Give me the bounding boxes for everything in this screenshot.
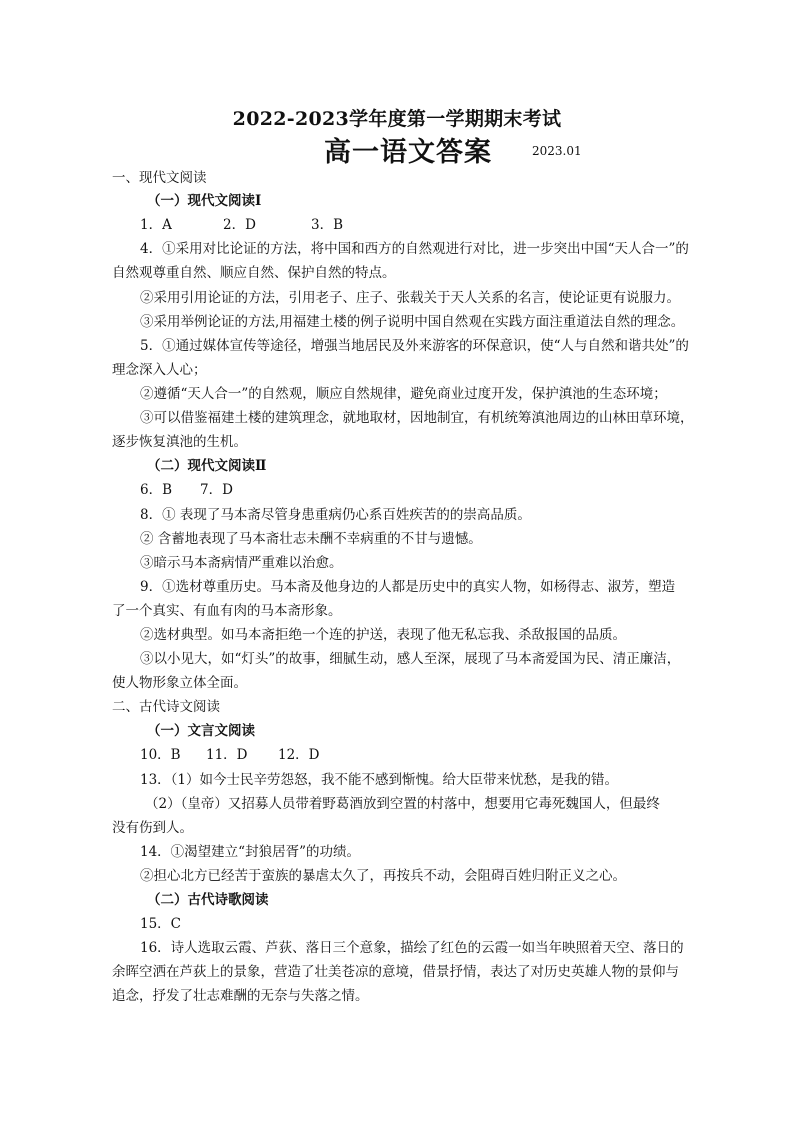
subsection-heading: （一）文言文阅读	[147, 723, 255, 739]
section-heading: 一、现代文阅读	[112, 170, 207, 186]
answer-line: 9．①选材尊重历史。马本斋及他身边的人都是历史中的真实人物，如杨得志、淑芳，塑造	[140, 579, 676, 595]
answer-line: 13．（1）如今士民辛劳怨怒，我不能不感到惭愧。给大臣带来忧愁，是我的错。	[140, 772, 619, 788]
mc-answers-row	[140, 746, 320, 764]
document-title: 高一语文答案	[324, 137, 492, 168]
mc-answer: 3．B	[311, 217, 344, 233]
exam-title: 2022-2023学年度第一学期期末考试	[232, 108, 562, 130]
answer-line: ② 含蓄地表现了马本斋壮志未酬不幸病重的不甘与遗憾。	[140, 531, 482, 547]
answer-line: 了一个真实、有血有肉的马本斋形象。	[112, 603, 342, 619]
answer-line: 14．①渴望建立“封狼居胥”的功绩。	[140, 844, 360, 860]
mc-answers-row	[140, 481, 233, 499]
answer-line: 4．①采用对比论证的方法，将中国和西方的自然观进行对比，进一步突出中国“天人合一”的	[140, 241, 689, 257]
answer-line: 自然观尊重自然、顺应自然、保护自然的特点。	[112, 265, 396, 281]
answer-line: 追念，抒发了壮志难酬的无奈与失落之情。	[112, 988, 369, 1004]
answer-line: （2）（皇帝）又招募人员带着野葛酒放到空置的村落中，想要用它毒死魏国人，但最终	[145, 796, 660, 812]
answer-line: 5．①通过媒体宣传等途径，增强当地居民及外来游客的环保意识，使“人与自然和谐共处”的	[140, 338, 689, 354]
answer-line: ②选材典型。如马本斋拒绝一个连的护送，表现了他无私忘我、杀敌报国的品质。	[140, 627, 626, 643]
subsection-heading: （二）古代诗歌阅读	[147, 892, 269, 908]
mc-answer: 10．B	[140, 747, 181, 763]
mc-answer: 7．D	[200, 482, 233, 498]
answer-line: ②担心北方已经苦于蛮族的暴虐太久了，再按兵不动，会阻碍百姓归附正义之心。	[140, 868, 626, 884]
answer-line: 使人物形象立体全面。	[112, 675, 247, 691]
answer-line: 15．C	[140, 916, 182, 932]
mc-answer: 12．D	[278, 747, 320, 763]
mc-answer: 6．B	[140, 482, 173, 498]
answer-line: ②遵循“天人合一”的自然观，顺应自然规律，避免商业过度开发，保护滇池的生态环境；	[140, 386, 667, 402]
answer-line: ③以小见大，如“灯头”的故事，细腻生动，感人至深，展现了马本斋爱国为民、清正廉洁，	[140, 651, 681, 667]
answer-line: 8．① 表现了马本斋尽管身患重病仍心系百姓疾苦的的崇高品质。	[140, 507, 531, 523]
exam-date: 2023.01	[532, 144, 582, 158]
mc-answers-row	[140, 216, 343, 234]
answer-line: ③可以借鉴福建土楼的建筑理念，就地取材，因地制宜，有机统筹滇池周边的山林田草环境，	[140, 410, 694, 426]
subsection-heading: （一）现代文阅读Ⅰ	[147, 193, 262, 209]
answer-line: 逐步恢复滇池的生机。	[112, 434, 247, 450]
answer-line: 余晖空洒在芦荻上的景象，营造了壮美苍凉的意境，借景抒情，表达了对历史英雄人物的景仰与	[112, 964, 679, 980]
mc-answer: 1．A	[140, 217, 172, 233]
mc-answer: 11．D	[206, 747, 248, 763]
answer-line: 理念深入人心；	[112, 362, 207, 378]
answer-line: 16．诗人选取云霞、芦荻、落日三个意象，描绘了红色的云霞一如当年映照着天空、落日的	[140, 940, 684, 956]
mc-answer: 2．D	[223, 217, 256, 233]
answer-line: ③采用举例论证的方法,用福建土楼的例子说明中国自然观在实践方面注重道法自然的理念。	[140, 314, 685, 330]
answer-line: ③暗示马本斋病情严重难以治愈。	[140, 555, 343, 571]
answer-line: 没有伤到人。	[112, 820, 193, 836]
answer-line: ②采用引用论证的方法，引用老子、庄子、张载关于天人关系的名言，使论证更有说服力。	[140, 290, 680, 306]
subsection-heading: （二）现代文阅读Ⅱ	[147, 458, 267, 474]
section-heading: 二、古代诗文阅读	[112, 699, 220, 715]
